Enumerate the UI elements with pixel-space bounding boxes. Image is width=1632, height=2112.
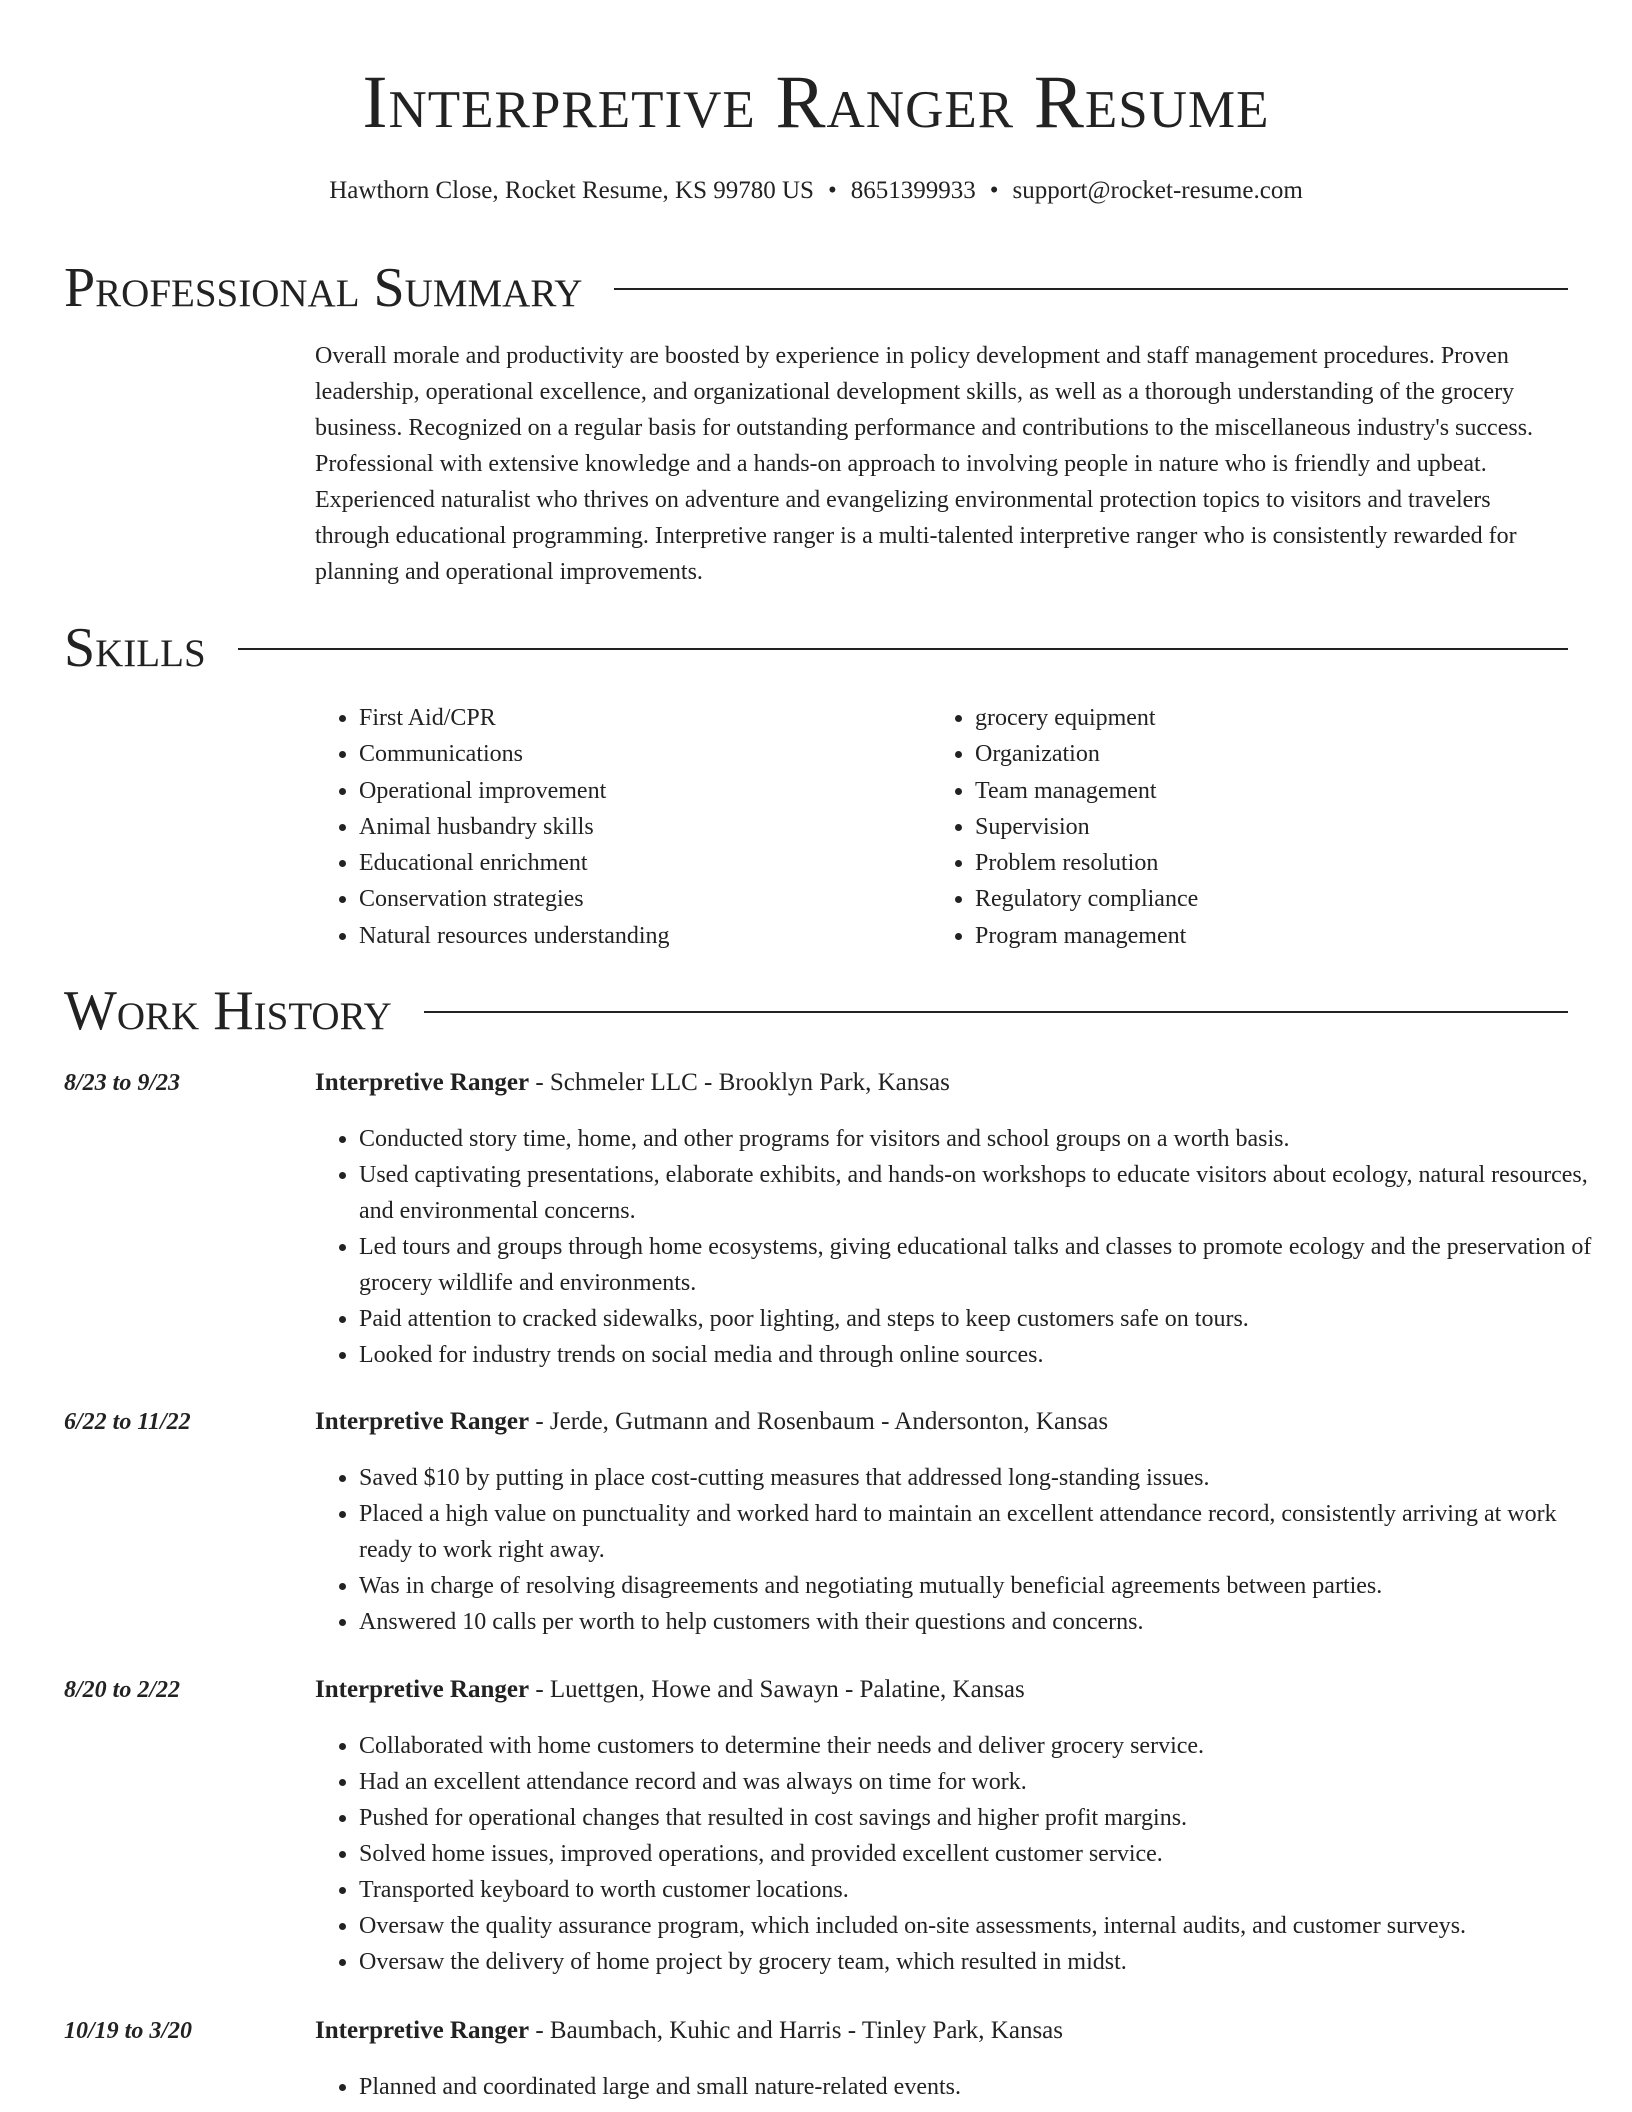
job-company-location: - Baumbach, Kuhic and Harris - Tinley Park, Kansas xyxy=(529,2017,1063,2044)
skills-section-header xyxy=(64,616,1568,680)
job-company-location: - Jerde, Gutmann and Rosenbaum - Andersonton, Kansas xyxy=(529,1408,1109,1435)
work-heading: Work History xyxy=(64,980,392,1042)
job-dates: 6/22 to 11/22 xyxy=(64,1409,191,1435)
contact-phone: 8651399933 xyxy=(850,177,976,204)
job-bullet: • Was in charge of resolving disagreements and negotiating mutually beneficial agreements between parties. xyxy=(359,1568,1614,1604)
skill-item: • Program management xyxy=(975,918,1575,954)
job-role: Interpretive Ranger xyxy=(315,1069,530,1096)
job-bullet: • Oversaw the delivery of home project by grocery team, which resulted in midst. xyxy=(359,1944,1614,1980)
job-dates: 8/20 to 2/22 xyxy=(64,1677,181,1703)
summary-section-header xyxy=(64,256,1568,320)
job-bullet: • Transported keyboard to worth customer locations. xyxy=(359,1872,1614,1908)
job-role: Interpretive Ranger xyxy=(315,2017,530,2044)
section-divider xyxy=(238,648,1568,650)
skill-item: • Conservation strategies xyxy=(359,881,919,917)
job-bullet: • Answered 10 calls per worth to help customers with their questions and concerns. xyxy=(359,1604,1614,1640)
skill-item: • Team management xyxy=(975,773,1575,809)
job-bullet: • Used captivating presentations, elaborate exhibits, and hands-on workshops to educate visitors about ecology, natural resources, and environmental concerns. xyxy=(359,1157,1614,1229)
job-bullet: • Planned and coordinated large and small nature-related events. xyxy=(359,2069,1614,2105)
job-bullet: • Paid attention to cracked sidewalks, poor lighting, and steps to keep customers safe on tours. xyxy=(359,1301,1614,1337)
job-company-location: - Luettgen, Howe and Sawayn - Palatine, Kansas xyxy=(529,1676,1025,1703)
skill-item: • Natural resources understanding xyxy=(359,918,919,954)
skill-item: • Supervision xyxy=(975,809,1575,845)
job-bullet: • Placed a high value on punctuality and worked hard to maintain an excellent attendance record, consistently arriving at work ready to work right away. xyxy=(359,1496,1614,1568)
skill-item: • First Aid/CPR xyxy=(359,700,919,736)
job-bullet: • Conducted story time, home, and other programs for visitors and school groups on a worth basis. xyxy=(359,1121,1614,1157)
skill-item: • Organization xyxy=(975,736,1575,772)
job-bullets xyxy=(315,1121,1614,1373)
contact-address: Hawthorn Close, Rocket Resume, KS 99780 US xyxy=(329,177,814,204)
job-bullet: • Solved home issues, improved operations, and provided excellent customer service. xyxy=(359,1836,1614,1872)
job-bullet: • Had an excellent attendance record and was always on time for work. xyxy=(359,1764,1614,1800)
skill-item: • Regulatory compliance xyxy=(975,881,1575,917)
contact-separator: • xyxy=(827,177,837,204)
skills-list-right xyxy=(931,700,1575,954)
skill-item: • Communications xyxy=(359,736,919,772)
job-role: Interpretive Ranger xyxy=(315,1676,530,1703)
skill-item: • grocery equipment xyxy=(975,700,1575,736)
skills-heading: Skills xyxy=(64,617,206,679)
resume-title: Interpretive Ranger Resume xyxy=(362,61,1270,144)
job-bullet: • Looked for industry trends on social media and through online sources. xyxy=(359,1337,1614,1373)
job-header xyxy=(315,1067,950,1099)
job-bullets xyxy=(315,1460,1614,1640)
job-bullet: • Pushed for operational changes that resulted in cost savings and higher profit margins. xyxy=(359,1800,1614,1836)
summary-heading: Professional Summary xyxy=(64,257,583,319)
work-section-header xyxy=(64,979,1568,1043)
summary-text: Overall morale and productivity are boosted by experience in policy development and staff management procedures. Proven leadership, operational excellence, and organizational development skills, as well as a thorough understanding of the grocery business. Recognized on a regular basis for outstanding performance and contributions to the miscellaneous industry's success. Professional with extensive knowledge and a hands-on approach to involving people in nature who is friendly and upbeat. Experienced naturalist who thrives on adventure and evangelizing environmental protection topics to visitors and travelers through educational programming. Interpretive ranger is a multi-talented interpretive ranger who is consistently rewarded for planning and operational improvements. xyxy=(315,343,1534,585)
job-bullet: • Led tours and groups through home ecosystems, giving educational talks and classes to promote ecology and the preservation of grocery wildlife and environments. xyxy=(359,1229,1614,1301)
skill-item: • Problem resolution xyxy=(975,845,1575,881)
skill-item: • Operational improvement xyxy=(359,773,919,809)
skills-list-left xyxy=(315,700,919,954)
job-dates: 10/19 to 3/20 xyxy=(64,2018,193,2044)
job-bullet: • Collaborated with home customers to determine their needs and deliver grocery service. xyxy=(359,1728,1614,1764)
job-bullet: • Saved $10 by putting in place cost-cutting measures that addressed long-standing issues. xyxy=(359,1460,1614,1496)
skill-item: • Educational enrichment xyxy=(359,845,919,881)
contact-email: support@rocket-resume.com xyxy=(1012,177,1303,204)
job-dates: 8/23 to 9/23 xyxy=(64,1070,181,1096)
skill-item: • Animal husbandry skills xyxy=(359,809,919,845)
section-divider xyxy=(614,288,1568,290)
job-company-location: - Schmeler LLC - Brooklyn Park, Kansas xyxy=(529,1069,950,1096)
contact-line xyxy=(0,176,1632,206)
job-bullet: • Oversaw the quality assurance program, which included on-site assessments, internal audits, and customer surveys. xyxy=(359,1908,1614,1944)
job-bullets xyxy=(315,2069,1614,2105)
job-header xyxy=(315,2015,1063,2047)
job-role: Interpretive Ranger xyxy=(315,1408,530,1435)
section-divider xyxy=(424,1011,1568,1013)
job-bullets xyxy=(315,1728,1614,1980)
job-header xyxy=(315,1406,1108,1438)
contact-separator: • xyxy=(989,177,999,204)
job-header xyxy=(315,1674,1025,1706)
